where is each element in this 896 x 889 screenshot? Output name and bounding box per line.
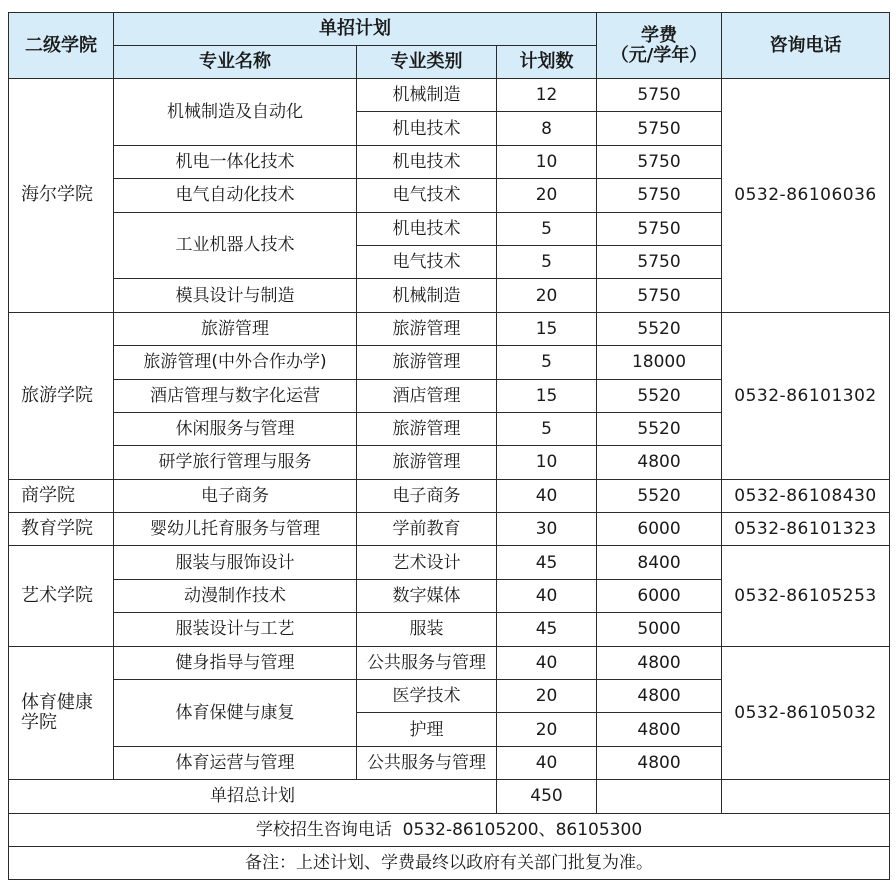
consult-phone: 0532-86105032	[722, 646, 890, 780]
major-type: 机电技术	[357, 145, 497, 178]
plan-count: 20	[497, 179, 597, 212]
major-type: 公共服务与管理	[357, 646, 497, 679]
tuition-fee: 4800	[597, 713, 722, 746]
college-name: 旅游学院	[9, 312, 114, 479]
plan-count: 20	[497, 680, 597, 713]
major-type: 旅游管理	[357, 412, 497, 445]
major-name: 旅游管理(中外合作办学)	[114, 346, 357, 379]
major-type: 学前教育	[357, 513, 497, 546]
tuition-fee: 5520	[597, 379, 722, 412]
consult-phone: 0532-86101302	[722, 312, 890, 479]
major-name: 服装与服饰设计	[114, 546, 357, 579]
plan-count: 5	[497, 346, 597, 379]
major-type: 服装	[357, 613, 497, 646]
major-type: 机械制造	[357, 279, 497, 312]
tuition-fee: 5520	[597, 312, 722, 345]
footer-phone-row	[9, 813, 890, 846]
tuition-fee: 5750	[597, 112, 722, 145]
total-row	[9, 780, 890, 813]
tuition-fee: 4800	[597, 746, 722, 779]
major-type: 艺术设计	[357, 546, 497, 579]
consult-phone: 0532-86106036	[722, 79, 890, 313]
major-name: 电子商务	[114, 479, 357, 512]
major-type: 护理	[357, 713, 497, 746]
tuition-fee: 18000	[597, 346, 722, 379]
tuition-fee: 5520	[597, 412, 722, 445]
college-name: 海尔学院	[9, 79, 114, 313]
major-name: 电气自动化技术	[114, 179, 357, 212]
major-type: 机械制造	[357, 79, 497, 112]
plan-count: 15	[497, 312, 597, 345]
college-name: 艺术学院	[9, 546, 114, 646]
admission-plan-table	[8, 12, 890, 880]
header-fee	[597, 13, 722, 79]
tuition-fee: 4800	[597, 446, 722, 479]
major-name: 休闲服务与管理	[114, 412, 357, 445]
major-type: 电气技术	[357, 245, 497, 278]
major-name: 婴幼儿托育服务与管理	[114, 513, 357, 546]
college-name: 体育健康 学院	[9, 646, 114, 780]
plan-count: 10	[497, 145, 597, 178]
consult-phone: 0532-86105253	[722, 546, 890, 646]
plan-count: 45	[497, 613, 597, 646]
plan-count: 15	[497, 379, 597, 412]
total-label: 单招总计划	[9, 780, 497, 813]
tuition-fee: 5750	[597, 145, 722, 178]
header-plan-count: 计划数	[497, 46, 597, 79]
major-type: 旅游管理	[357, 446, 497, 479]
major-name: 机械制造及自动化	[114, 79, 357, 146]
college-name: 教育学院	[9, 513, 114, 546]
major-name: 服装设计与工艺	[114, 613, 357, 646]
tuition-fee: 4800	[597, 646, 722, 679]
total-count: 450	[497, 780, 597, 813]
college-name: 商学院	[9, 479, 114, 512]
header-plan-group: 单招计划	[114, 13, 597, 46]
header-fee-line1: 学费	[641, 24, 678, 46]
tuition-fee: 4800	[597, 680, 722, 713]
major-name: 体育保健与康复	[114, 680, 357, 747]
plan-count: 40	[497, 746, 597, 779]
major-type: 机电技术	[357, 112, 497, 145]
header-major-name: 专业名称	[114, 46, 357, 79]
plan-count: 20	[497, 713, 597, 746]
plan-count: 5	[497, 212, 597, 245]
header-phone: 咨询电话	[722, 13, 890, 79]
major-name: 工业机器人技术	[114, 212, 357, 279]
major-name: 体育运营与管理	[114, 746, 357, 779]
major-type: 数字媒体	[357, 579, 497, 612]
plan-count: 30	[497, 513, 597, 546]
table-row	[9, 646, 890, 679]
plan-count: 40	[497, 579, 597, 612]
footer-note-row	[9, 846, 890, 879]
major-name: 研学旅行管理与服务	[114, 446, 357, 479]
total-fee-blank	[597, 780, 722, 813]
consult-phone: 0532-86101323	[722, 513, 890, 546]
major-type: 医学技术	[357, 680, 497, 713]
tuition-fee: 6000	[597, 513, 722, 546]
tuition-fee: 5750	[597, 79, 722, 112]
tuition-fee: 5520	[597, 479, 722, 512]
plan-count: 20	[497, 279, 597, 312]
header-major-type: 专业类别	[357, 46, 497, 79]
table-body	[9, 79, 890, 880]
major-name: 模具设计与制造	[114, 279, 357, 312]
plan-count: 5	[497, 412, 597, 445]
plan-count: 8	[497, 112, 597, 145]
tuition-fee: 6000	[597, 579, 722, 612]
header-fee-line2: （元/学年）	[610, 44, 708, 66]
tuition-fee: 5750	[597, 212, 722, 245]
major-type: 电子商务	[357, 479, 497, 512]
plan-count: 12	[497, 79, 597, 112]
total-phone-blank	[722, 780, 890, 813]
school-admission-phone: 学校招生咨询电话 0532-86105200、86105300	[9, 813, 890, 846]
major-type: 机电技术	[357, 212, 497, 245]
major-type: 旅游管理	[357, 346, 497, 379]
plan-count: 45	[497, 546, 597, 579]
major-type: 公共服务与管理	[357, 746, 497, 779]
major-name: 机电一体化技术	[114, 145, 357, 178]
major-type: 酒店管理	[357, 379, 497, 412]
consult-phone: 0532-86108430	[722, 479, 890, 512]
header-college: 二级学院	[9, 13, 114, 79]
table-row	[9, 312, 890, 345]
major-name: 旅游管理	[114, 312, 357, 345]
tuition-fee: 8400	[597, 546, 722, 579]
plan-count: 40	[497, 479, 597, 512]
plan-count: 10	[497, 446, 597, 479]
table-row	[9, 479, 890, 512]
plan-count: 5	[497, 245, 597, 278]
footer-note: 备注：上述计划、学费最终以政府有关部门批复为准。	[9, 846, 890, 879]
plan-count: 40	[497, 646, 597, 679]
major-type: 旅游管理	[357, 312, 497, 345]
major-name: 酒店管理与数字化运营	[114, 379, 357, 412]
table-row	[9, 513, 890, 546]
major-type: 电气技术	[357, 179, 497, 212]
major-name: 动漫制作技术	[114, 579, 357, 612]
tuition-fee: 5750	[597, 279, 722, 312]
table-row	[9, 546, 890, 579]
major-name: 健身指导与管理	[114, 646, 357, 679]
tuition-fee: 5750	[597, 245, 722, 278]
tuition-fee: 5750	[597, 179, 722, 212]
tuition-fee: 5000	[597, 613, 722, 646]
table-row	[9, 79, 890, 112]
